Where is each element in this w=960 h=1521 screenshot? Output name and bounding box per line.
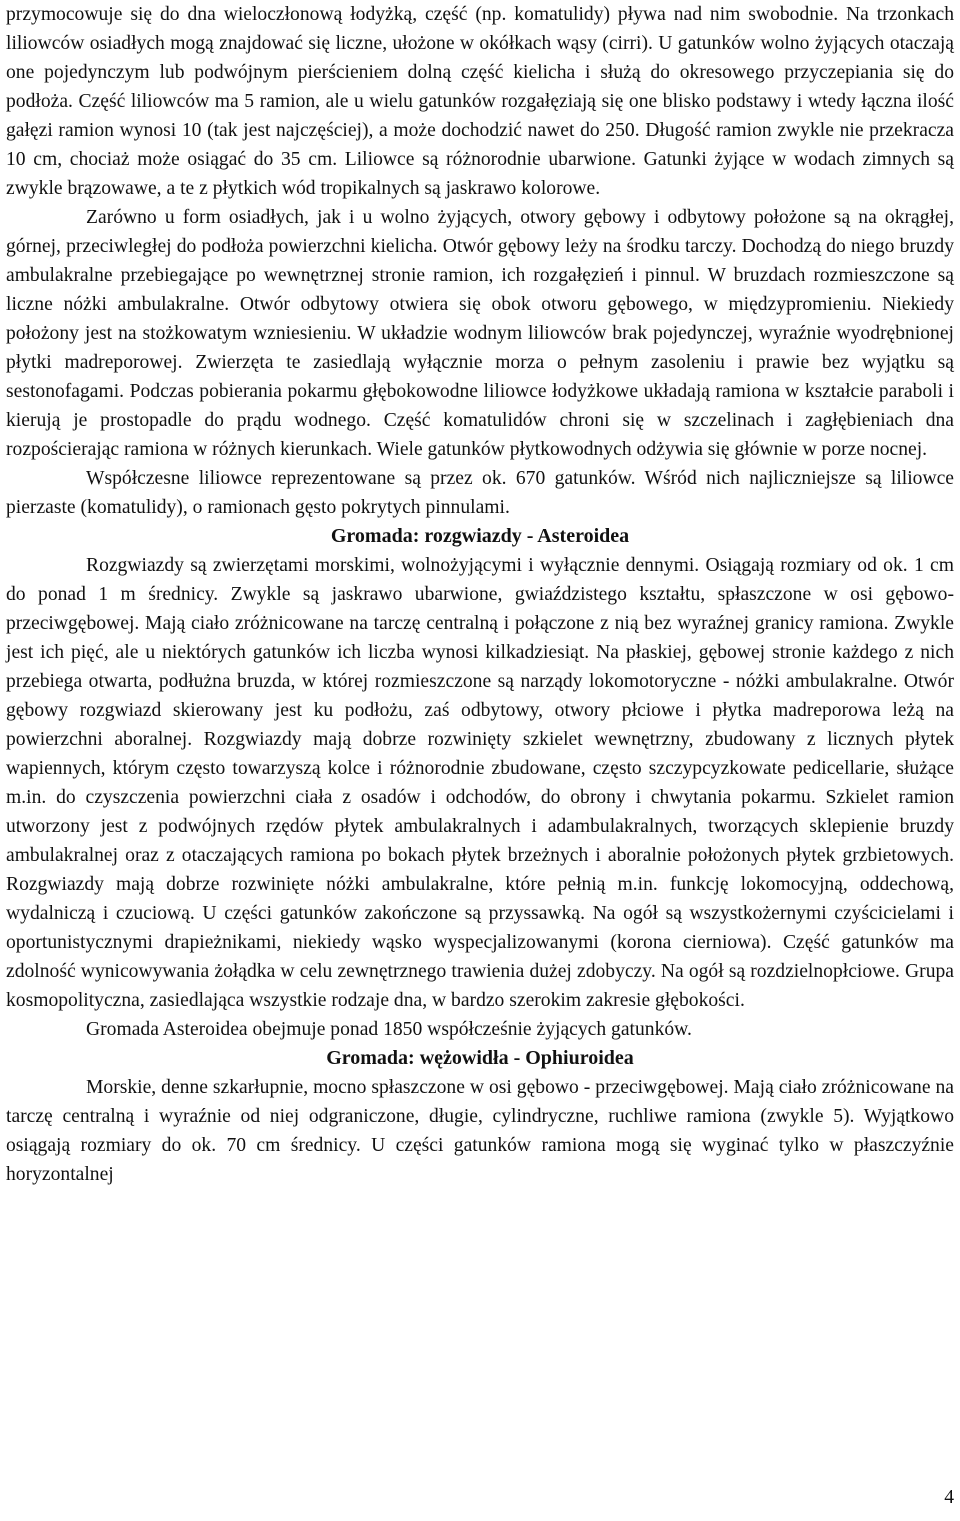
heading-ophiuroidea: Gromada: wężowidła - Ophiuroidea [326, 1047, 634, 1069]
page-number: 4 [944, 1487, 954, 1508]
paragraph-crinoid-species: Współczesne liliowce reprezentowane są przez ok. 670 gatunków. Wśród nich najliczniejsze są liliowce pierzaste (komatulidy), o ramionach gęsto pokrytych pinnulami. [6, 468, 954, 518]
paragraph-crinoid-openings: Zarówno u form osiadłych, jak i u wolno żyjących, otwory gębowy i odbytowy położone są na okrągłej, górnej, przeciwległej do podłoża powierzchni kielicha. Otwór gębowy leży na środku tarczy. Dochodzą do niego bruzdy ambulakralne przebiegające po wewnętrznej stronie ramion, ich rozgałęzień i pinnul. W bruzdach rozmieszczone są liczne nóżki ambulakralne. Otwór odbytowy otwiera się obok otworu gębowego, w międzypromieniu. Niekiedy położony jest na stożkowatym wzniesieniu. W układzie wodnym liliowców brak pojedynczej, wyraźnie wyodrębnionej płytki madreporowej. Zwierzęta te zasiedlają wyłącznie morza o pełnym zasoleniu i prawie bez wyjątku są sestonofagami. Podczas pobierania pokarmu głębokowodne liliowce łodyżkowe układają ramiona w kształcie paraboli i kierują je prostopadle do prądu wodnego. Część komatulidów chroni się w szczelinach i zagłębieniach dna rozpościerając ramiona w różnych kierunkach. Wiele gatunków płytkowodnych odżywia się głównie w porze nocnej. [6, 207, 954, 460]
paragraph-crinoid-anatomy: przymocowuje się do dna wieloczłonową łodyżką, część (np. komatulidy) pływa nad nim swobodnie. Na trzonkach liliowców osiadłych mogą znajdować się liczne, ułożone w okółkach wąsy (cirri). U gatunków wolno żyjących otaczają one pojedynczym lub podwójnym pierścieniem dolną część kielicha i służą do okresowego przyczepiania się do podłoża. Część liliowców ma 5 ramion, ale u wielu gatunków rozgałęziają się one blisko podstawy i wtedy łączna ilość gałęzi ramion wynosi 10 (tak jest najczęściej), a może dochodzić nawet do 250. Długość ramion zwykle nie przekracza 10 cm, chociaż może osiągać do 35 cm. Liliowce są różnorodnie ubarwione. Gatunki żyjące w wodach zimnych są zwykle brązowawe, a te z płytkich wód tropikalnych są jaskrawo kolorowe. [6, 4, 954, 199]
heading-asteroidea: Gromada: rozgwiazdy - Asteroidea [330, 525, 630, 547]
paragraph-asteroidea-species: Gromada Asteroidea obejmuje ponad 1850 współcześnie żyjących gatunków. [86, 1019, 692, 1040]
document-page [6, 0, 954, 1189]
paragraph-ophiuroidea-description: Morskie, denne szkarłupnie, mocno spłaszczone w osi gębowo - przeciwgębowej. Mają ciało zróżnicowane na tarczę centralną i wyraźnie od niej odgraniczone, długie, cylindryczne, ruchliwe ramiona (zwykle 5). Wyjątkowo osiągają rozmiary do ok. 70 cm średnicy. U części gatunków ramiona mogą się wyginać tylko w płaszczyźnie horyzontalnej [6, 1077, 954, 1185]
paragraph-asteroidea-description: Rozgwiazdy są zwierzętami morskimi, wolnożyjącymi i wyłącznie dennymi. Osiągają rozmiary od ok. 1 cm do ponad 1 m średnicy. Zwykle są jaskrawo ubarwione, gwiaździstego kształtu, spłaszczone w osi gębowo-przeciwgębowej. Mają ciało zróżnicowane na tarczę centralną i połączone z nią bez wyraźnej granicy ramiona. Zwykle jest ich pięć, ale u niektórych gatunków ich liczba wynosi kilkadziesiąt. Na płaskiej, gębowej stronie każdego z nich przebiega otwarta, podłużna bruzda, w której rozmieszczone są narządy lokomotoryczne - nóżki ambulakralne. Otwór gębowy rozgwiazd skierowany jest ku podłożu, zaś odbytowy, otwory płciowe i płytka madreporowa leżą na powierzchni aboralnej. Rozgwiazdy mają dobrze rozwinięty szkielet wewnętrzny, zbudowany z licznych płytek wapiennych, którym często towarzyszą kolce i różnorodnie zbudowane, często szczypcyzkowate pedicellarie, służące m.in. do czyszczenia powierzchni ciała z osadów i odchodów, do obrony i chwytania pokarmu. Szkielet ramion utworzony jest z podwójnych rzędów płytek ambulakralnych i adambulakralnych, tworzących sklepienie bruzdy ambulakralnej oraz z otaczających ramiona po bokach płytek brzeżnych i aboralnie położonych płytek grzbietowych. Rozgwiazdy mają dobrze rozwinięte nóżki ambulakralne, które pełnią m.in. funkcję lokomocyjną, oddechową, wydalniczą i czuciową. U części gatunków zakończone są przyssawką. Na ogół są wszystkożernymi czyścicielami i oportunistycznymi drapieżnikami, niekiedy wąsko wyspecjalizowanymi (korona cierniowa). Część gatunków ma zdolność wynicowywania żołądka w celu zewnętrznego trawienia dużej zdobyczy. Na ogół są rozdzielnopłciowe. Grupa kosmopolityczna, zasiedlająca wszystkie rodzaje dna, w bardzo szerokim zakresie głębokości. [6, 555, 954, 1011]
